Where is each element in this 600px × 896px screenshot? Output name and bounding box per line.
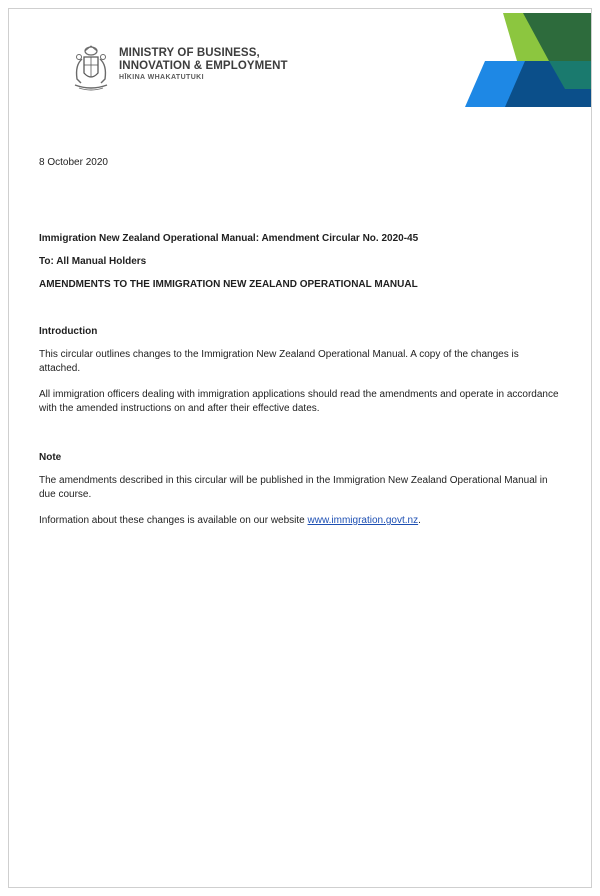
org-name-line2: INNOVATION & EMPLOYMENT	[119, 59, 288, 72]
letter-date: 8 October 2020	[39, 157, 108, 168]
letter-recipients: To: All Manual Holders	[39, 256, 147, 267]
introduction-paragraph-2: All immigration officers dealing with immigration applications should read the amendments and operate in accordance with the amended instructions on and after their effective dates.	[39, 389, 559, 414]
introduction-heading: Introduction	[39, 326, 98, 337]
brand-corner-graphic	[465, 9, 591, 107]
letter-heading: AMENDMENTS TO THE IMMIGRATION NEW ZEALAND OPERATIONAL MANUAL	[39, 279, 418, 290]
nz-coat-of-arms-icon	[69, 45, 113, 93]
website-link[interactable]: www.immigration.govt.nz	[307, 515, 419, 526]
org-maori-name: HĪKINA WHAKATUTUKI	[119, 74, 204, 81]
org-name-line1: MINISTRY OF BUSINESS,	[119, 47, 260, 59]
ministry-logo	[69, 45, 288, 93]
note-paragraph-2	[39, 514, 559, 528]
note-heading: Note	[39, 452, 62, 463]
letter-page	[8, 8, 592, 888]
note-paragraph-1: The amendments described in this circular will be published in the Immigration New Zealand Operational Manual in due course.	[39, 475, 548, 500]
introduction-paragraph-1: This circular outlines changes to the Immigration New Zealand Operational Manual. A copy of the changes is attached.	[39, 349, 519, 374]
letter-subject: Immigration New Zealand Operational Manual: Amendment Circular No. 2020-45	[39, 233, 419, 244]
note-paragraph-2-end: .	[418, 515, 421, 526]
note-paragraph-2-text: Information about these changes is available on our website	[39, 515, 308, 526]
